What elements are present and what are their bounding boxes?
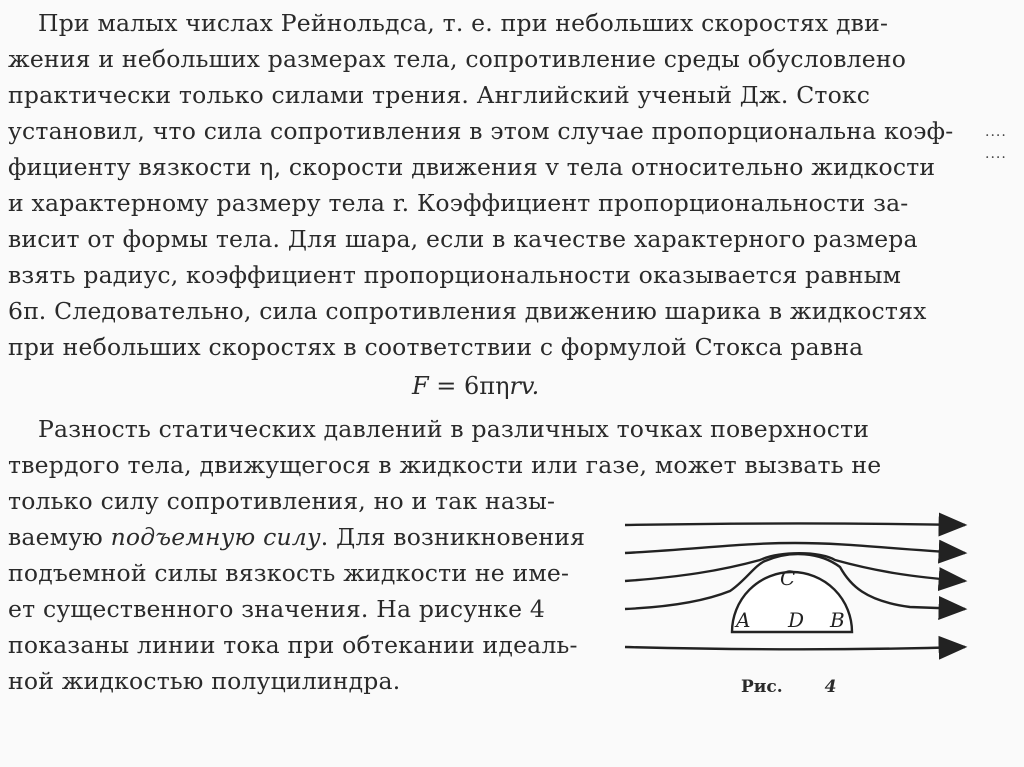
streamline-figure [620,505,980,705]
text-segment: . Для возникновения [320,523,586,551]
figure-caption [741,677,837,697]
text-line: подъемной силы вязкость жидкости не име- [8,559,570,587]
text-line: ной жидкостью полуцилиндра. [8,667,401,695]
stokes-formula [412,372,539,400]
formula-lhs: F [412,372,429,400]
text-line: и характерному размеру тела r. Коэффициент пропорциональности за- [8,189,909,217]
streamline [625,543,965,553]
text-line: При малых числах Рейнольдса, т. е. при небольших скоростях дви- [38,9,889,37]
emphasized-term: подъемную силу [110,523,321,551]
text-line: твердого тела, движущегося в жидкости или газе, может вызвать не [8,451,882,479]
streamline [625,524,965,526]
formula-rhs: rv. [509,372,540,400]
label-c: C [780,566,796,590]
text-line: висит от формы тела. Для шара, если в качестве характерного размера [8,225,918,253]
label-a: A [736,608,751,632]
text-segment: ваемую [8,523,111,551]
text-line [8,522,585,552]
text-line: Разность статических давлений в различных точках поверхности [38,415,870,443]
text-line: ет существенного значения. На рисунке 4 [8,595,545,623]
caption-prefix: Рис. [741,677,783,697]
margin-mark: .... [985,124,1007,140]
text-line: фициенту вязкости η, скорости движения v тела относительно жидкости [8,153,936,181]
text-line: взять радиус, коэффициент пропорциональности оказывается равным [8,261,902,289]
text-line: практически только силами трения. Английский ученый Дж. Стокс [8,81,871,109]
label-d: D [788,608,805,632]
label-b: B [830,608,845,632]
text-line: жения и небольших размерах тела, сопротивление среды обусловлено [8,45,907,73]
text-line: только силу сопротивления, но и так назы- [8,487,556,515]
text-line: установил, что сила сопротивления в этом случае пропорциональна коэф- [8,117,954,145]
text-line: 6π. Следовательно, сила сопротивления движению шарика в жидкостях [8,297,927,325]
streamline [625,647,965,649]
text-line: при небольших скоростях в соответствии с формулой Стокса равна [8,333,864,361]
margin-mark: .... [985,146,1007,162]
text-line: показаны линии тока при обтекании идеаль- [8,631,578,659]
formula-eq: = 6πη [428,372,510,400]
caption-number: 4 [824,677,837,697]
